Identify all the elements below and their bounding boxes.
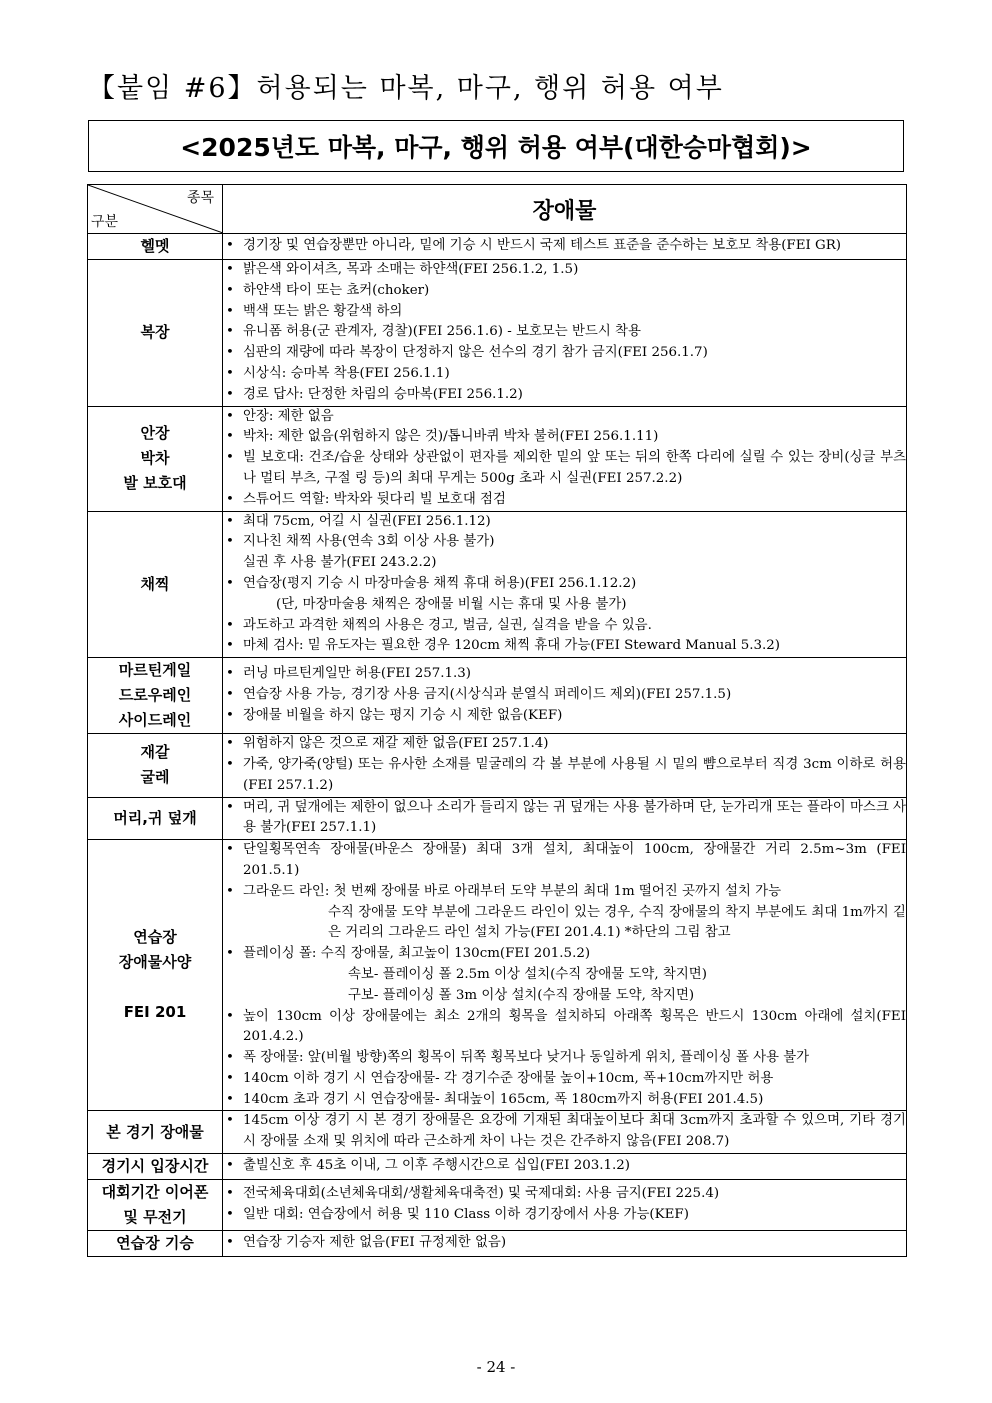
rule-list [223, 798, 906, 840]
rule-list [223, 1184, 906, 1226]
rule-item: • 최대 75cm, 어길 시 실권(FEI 256.1.12) [223, 512, 906, 533]
rule-item: • 박차: 제한 없음(위험하지 않은 것)/톱니바퀴 박차 불허(FEI 256.1.11) [223, 427, 906, 448]
rule-cell [223, 658, 907, 734]
category-label: 사이드레인 [118, 711, 192, 730]
rule-cell [223, 734, 907, 797]
category-label: 및 무전기 [123, 1208, 187, 1227]
category-cell [88, 1111, 223, 1154]
rule-list [223, 734, 906, 796]
rules-table [87, 184, 907, 1257]
rule-cell [223, 1231, 907, 1257]
rule-list [223, 840, 906, 1110]
table-row [88, 734, 907, 797]
rule-list [223, 1233, 906, 1254]
column-title: 장애물 [223, 185, 907, 234]
table-row [88, 406, 907, 511]
rule-item: • 연습장 기승자 제한 없음(FEI 규정제한 없음) [223, 1233, 906, 1254]
category-cell [88, 658, 223, 734]
table-row [88, 1154, 907, 1180]
category-label: 안장 [140, 424, 170, 443]
category-cell [88, 234, 223, 260]
rule-item: • 빌 보호대: 건조/습윤 상태와 상관없이 편자를 제외한 밑의 앞 또는 뒤의 한쪽 다리에 실릴 수 있는 장비(싱글 부츠나 멀티 부츠, 구절 링 등)의 최대 무게는 500g 초과 시 실권(FEI 257.2.2) [223, 448, 906, 490]
category-cell [88, 1180, 223, 1231]
category-label: 재갈 [140, 743, 170, 762]
page-number: - 24 - [476, 1358, 516, 1376]
rule-item: • 안장: 제한 없음 [223, 407, 906, 428]
rule-cell [223, 511, 907, 658]
rule-item: • 연습장(평지 기승 시 마장마술용 채찍 휴대 허용)(FEI 256.1.12.2) [223, 574, 906, 595]
rule-item: • 시상식: 승마복 착용(FEI 256.1.1) [223, 364, 906, 385]
category-label: 연습장 기승 [116, 1234, 194, 1253]
category-label: 드로우레인 [118, 686, 192, 705]
diagonal-header-cell [88, 185, 223, 234]
category-label: FEI 201 [123, 1003, 187, 1022]
rule-item: • 위험하지 않은 것으로 재갈 제한 없음(FEI 257.1.4) [223, 734, 906, 755]
rule-item: 실권 후 사용 불가(FEI 243.2.2) [243, 555, 437, 571]
rule-item: • 과도하고 과격한 채찍의 사용은 경고, 벌금, 실권, 실격을 받을 수 있음. [223, 616, 906, 637]
rule-item: • 145cm 이상 경기 시 본 경기 장애물은 요강에 기재된 최대높이보다 최대 3cm까지 초과할 수 있으며, 기타 경기 시 장애물 소재 및 위치에 따라 근소하게 차이 나는 것은 간주하지 않음(FEI 208.7) [223, 1111, 906, 1153]
rule-item: • 전국체육대회(소년체육대회/생활체육대축전) 및 국제대회: 사용 금지(FEI 225.4) [223, 1184, 906, 1205]
rule-item: 구보- 플레이싱 폴 3m 이상 설치(수직 장애물 도약, 착지면) [348, 987, 695, 1003]
category-label: 발 보호대 [123, 474, 187, 493]
rule-item: 수직 장애물 도약 부분에 그라운드 라인이 있는 경우, 수직 장애물의 착지 부분에도 최대 1m까지 깉은 거리의 그라운드 라인 설치 가능(FEI 201.4.1) *하단의 그림 참고 [328, 904, 906, 941]
rule-item: • 높이 130cm 이상 장애물에는 최소 2개의 횡목을 설치하되 아래쪽 횡목은 반드시 130cm 아래에 설치(FEI 201.4.2.) [223, 1007, 906, 1049]
table-row [88, 1111, 907, 1154]
rule-item: • 연습장 사용 가능, 경기장 사용 금지(시상식과 분열식 퍼레이드 제외)(FEI 257.1.5) [223, 685, 906, 706]
header-row [88, 185, 907, 234]
rule-item: • 머리, 귀 덮개에는 제한이 없으나 소리가 들리지 않는 귀 덮개는 사용 불가하며 단, 눈가리개 또는 플라이 마스크 사용 불가(FEI 257.1.1) [223, 798, 906, 840]
table-row [88, 234, 907, 260]
category-label: 굴레 [140, 768, 170, 787]
table-row [88, 1231, 907, 1257]
rule-cell [223, 260, 907, 407]
category-label: 복장 [140, 323, 170, 342]
document-heading: 【붙임 #6】허용되는 마복, 마구, 행위 허용 여부 [88, 73, 724, 104]
category-cell [88, 511, 223, 658]
rule-item: • 플레이싱 폴: 수직 장애물, 최고높이 130cm(FEI 201.5.2) [223, 944, 906, 965]
table-row [88, 260, 907, 407]
rule-item: • 유니폼 허용(군 관계자, 경찰)(FEI 256.1.6) - 보호모는 반드시 착용 [223, 322, 906, 343]
category-label: 헬멧 [140, 237, 170, 255]
rule-item: • 밝은색 와이셔츠, 목과 소매는 하얀색(FEI 256.1.2, 1.5) [223, 260, 906, 281]
rule-item: 속보- 플레이싱 폴 2.5m 이상 설치(수직 장애물 도약, 착지면) [348, 966, 707, 982]
rule-item: • 일반 대회: 연습장에서 허용 및 110 Class 이하 경기장에서 사용 가능(KEF) [223, 1205, 906, 1226]
rule-item: • 폭 장애물: 앞(비월 방향)쪽의 횡목이 뒤쪽 횡목보다 낮거나 동일하게 위치, 플레이싱 폴 사용 불가 [223, 1048, 906, 1069]
category-label: 마르틴게일 [118, 661, 192, 680]
rule-cell [223, 1154, 907, 1180]
table-row [88, 840, 907, 1111]
category-label: 연습장 [133, 928, 177, 947]
category-label: 본 경기 장애물 [106, 1122, 204, 1141]
rule-item: • 가죽, 양가죽(양털) 또는 유사한 소재를 밑굴레의 각 볼 부분에 사용될 시 밑의 뺨으로부터 직경 3cm 이하로 허용(FEI 257.1.2) [223, 755, 906, 797]
rule-item: • 경로 답사: 단정한 차림의 승마복(FEI 256.1.2) [223, 385, 906, 406]
rule-cell [223, 840, 907, 1111]
rule-list [223, 236, 906, 257]
rule-list [223, 1111, 906, 1153]
rule-item: • 지나친 채찍 사용(연속 3회 이상 사용 불가) [223, 532, 906, 553]
category-cell [88, 840, 223, 1111]
category-cell [88, 734, 223, 797]
category-cell [88, 1231, 223, 1257]
category-label: 구분 [91, 214, 119, 230]
category-cell [88, 260, 223, 407]
rule-item: • 140cm 초과 경기 시 연습장애물- 최대높이 165cm, 폭 180cm까지 허용(FEI 201.4.5) [223, 1090, 906, 1111]
rule-list [223, 664, 906, 726]
category-label: 대회기간 이어폰 [101, 1183, 209, 1202]
rule-item: • 심판의 재량에 따라 복장이 단정하지 않은 선수의 경기 참가 금지(FEI 256.1.7) [223, 343, 906, 364]
rule-item: • 140cm 이하 경기 시 연습장애물- 각 경기수준 장애물 높이+10cm, 폭+10cm까지만 허용 [223, 1069, 906, 1090]
rule-list [223, 512, 906, 658]
table-row [88, 658, 907, 734]
rule-item: • 그라운드 라인: 첫 번째 장애물 바로 아래부터 도약 부분의 최대 1m 떨어진 곳까지 설치 가능 [223, 882, 906, 903]
rule-cell [223, 1180, 907, 1231]
category-cell [88, 1154, 223, 1180]
rule-list [223, 260, 906, 406]
category-label: 경기시 입장시간 [101, 1157, 209, 1176]
table-row [88, 511, 907, 658]
category-label: 머리,귀 덮개 [113, 808, 197, 827]
rule-list [223, 1156, 906, 1177]
rule-item: • 하얀색 타이 또는 쵸커(choker) [223, 281, 906, 302]
rule-cell [223, 797, 907, 840]
table-row [88, 1180, 907, 1231]
rule-cell [223, 406, 907, 511]
table-title: <2025년도 마복, 마구, 행위 허용 여부(대한승마협회)> [88, 120, 904, 172]
rule-item: • 스튜어드 역할: 박차와 뒷다리 빌 보호대 점검 [223, 490, 906, 511]
category-label: 채찍 [140, 574, 170, 593]
category-cell [88, 406, 223, 511]
category-label [88, 975, 222, 1000]
rule-item: • 출빌신호 후 45초 이내, 그 이후 주행시간으로 십입(FEI 203.1.2) [223, 1156, 906, 1177]
rule-item: • 경기장 및 연습장뿐만 아니라, 밑에 기승 시 반드시 국제 테스트 표준을 준수하는 보호모 착용(FEI GR) [223, 236, 906, 257]
table-row [88, 797, 907, 840]
rule-item: (단, 마장마술용 채찍은 장애물 비월 시는 휴대 및 사용 불가) [276, 596, 627, 612]
rule-item: • 백색 또는 밝은 황갈색 하의 [223, 302, 906, 323]
rule-item: • 러닝 마르틴게일만 허용(FEI 257.1.3) [223, 664, 906, 685]
rule-item: • 단일횡목연속 장애물(바운스 장애물) 최대 3개 설치, 최대높이 100cm, 장애물간 거리 2.5m~3m (FEI 201.5.1) [223, 840, 906, 882]
rule-item: • 마체 검사: 밑 유도자는 필요한 경우 120cm 채찍 휴대 가능(FEI Steward Manual 5.3.2) [223, 636, 906, 657]
item-label: 종목 [186, 190, 214, 206]
category-label: 장애물사양 [118, 953, 192, 972]
rule-list [223, 407, 906, 511]
category-label: 박차 [140, 449, 170, 468]
category-cell [88, 797, 223, 840]
rule-cell [223, 1111, 907, 1154]
rule-cell [223, 234, 907, 260]
rule-item: • 장애물 비월을 하지 않는 평지 기승 시 제한 없음(KEF) [223, 706, 906, 727]
